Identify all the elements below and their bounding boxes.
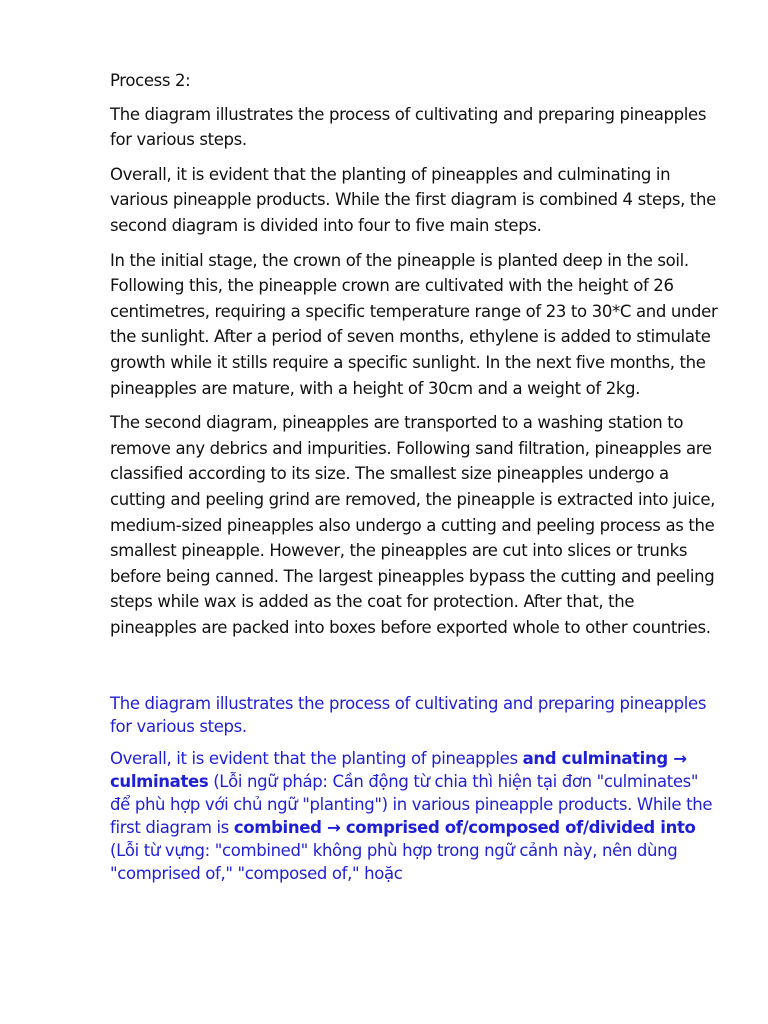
- feedback-text: (Lỗi ngữ pháp: Cần động từ chia thì hiện tại đơn "culminates" để phù hợp với chủ ngữ "planting") in various pineapple products. While the first diagram is: [110, 772, 713, 838]
- feedback-paragraph-intro: The diagram illustrates the process of cultivating and preparing pineapples for various steps.: [110, 694, 707, 737]
- feedback-text: (Lỗi từ vựng: "combined" không phù hợp trong ngữ cảnh này, nên dùng "comprised of," "composed of," hoặc: [110, 841, 678, 884]
- section-spacer: [110, 649, 720, 692]
- essay-paragraph-overview: Overall, it is evident that the planting of pineapples and culminating in various pineapple products. While the first diagram is combined 4 steps, the second diagram is divided into four to five main steps.: [110, 164, 716, 235]
- essay-paragraph-intro: The diagram illustrates the process of cultivating and preparing pineapples for various steps.: [110, 104, 707, 150]
- essay-paragraph-stage-two: The second diagram, pineapples are transported to a washing station to remove any debrics and impurities. Following sand filtration, pineapples are classified according to its size. The smallest size pineapples undergo a cutting and peeling grind are removed, the pineapple is extracted into juice, medium-sized pineapples also undergo a cutting and peeling process as the smallest pineapple. However, the pineapples are cut into slices or trunks before being canned. The largest pineapples bypass the cutting and peeling steps while wax is added as the coat for protection. After that, the pineapples are packed into boxes before exported whole to other countries.: [110, 413, 716, 637]
- feedback-paragraph-overview: [110, 747, 720, 885]
- document-content: [110, 68, 720, 894]
- essay-paragraph-stage-one: In the initial stage, the crown of the pineapple is planted deep in the soil. Following this, the pineapple crown are cultivated with the height of 26 centimetres, requiring a specific temperature range of 23 to 30*C and under the sunlight. After a period of seven months, ethylene is added to stimulate growth while it stills require a specific sunlight. In the next five months, the pineapples are mature, with a height of 30cm and a weight of 2kg.: [110, 250, 718, 398]
- feedback-text: Overall, it is evident that the planting of pineapples: [110, 749, 523, 769]
- correction-comprised: combined → comprised of/composed of/divided into: [233, 818, 696, 838]
- feedback-section: [110, 692, 720, 885]
- process-heading: Process 2:: [110, 71, 191, 90]
- correction-culminates: and culminating → culminates: [110, 749, 687, 792]
